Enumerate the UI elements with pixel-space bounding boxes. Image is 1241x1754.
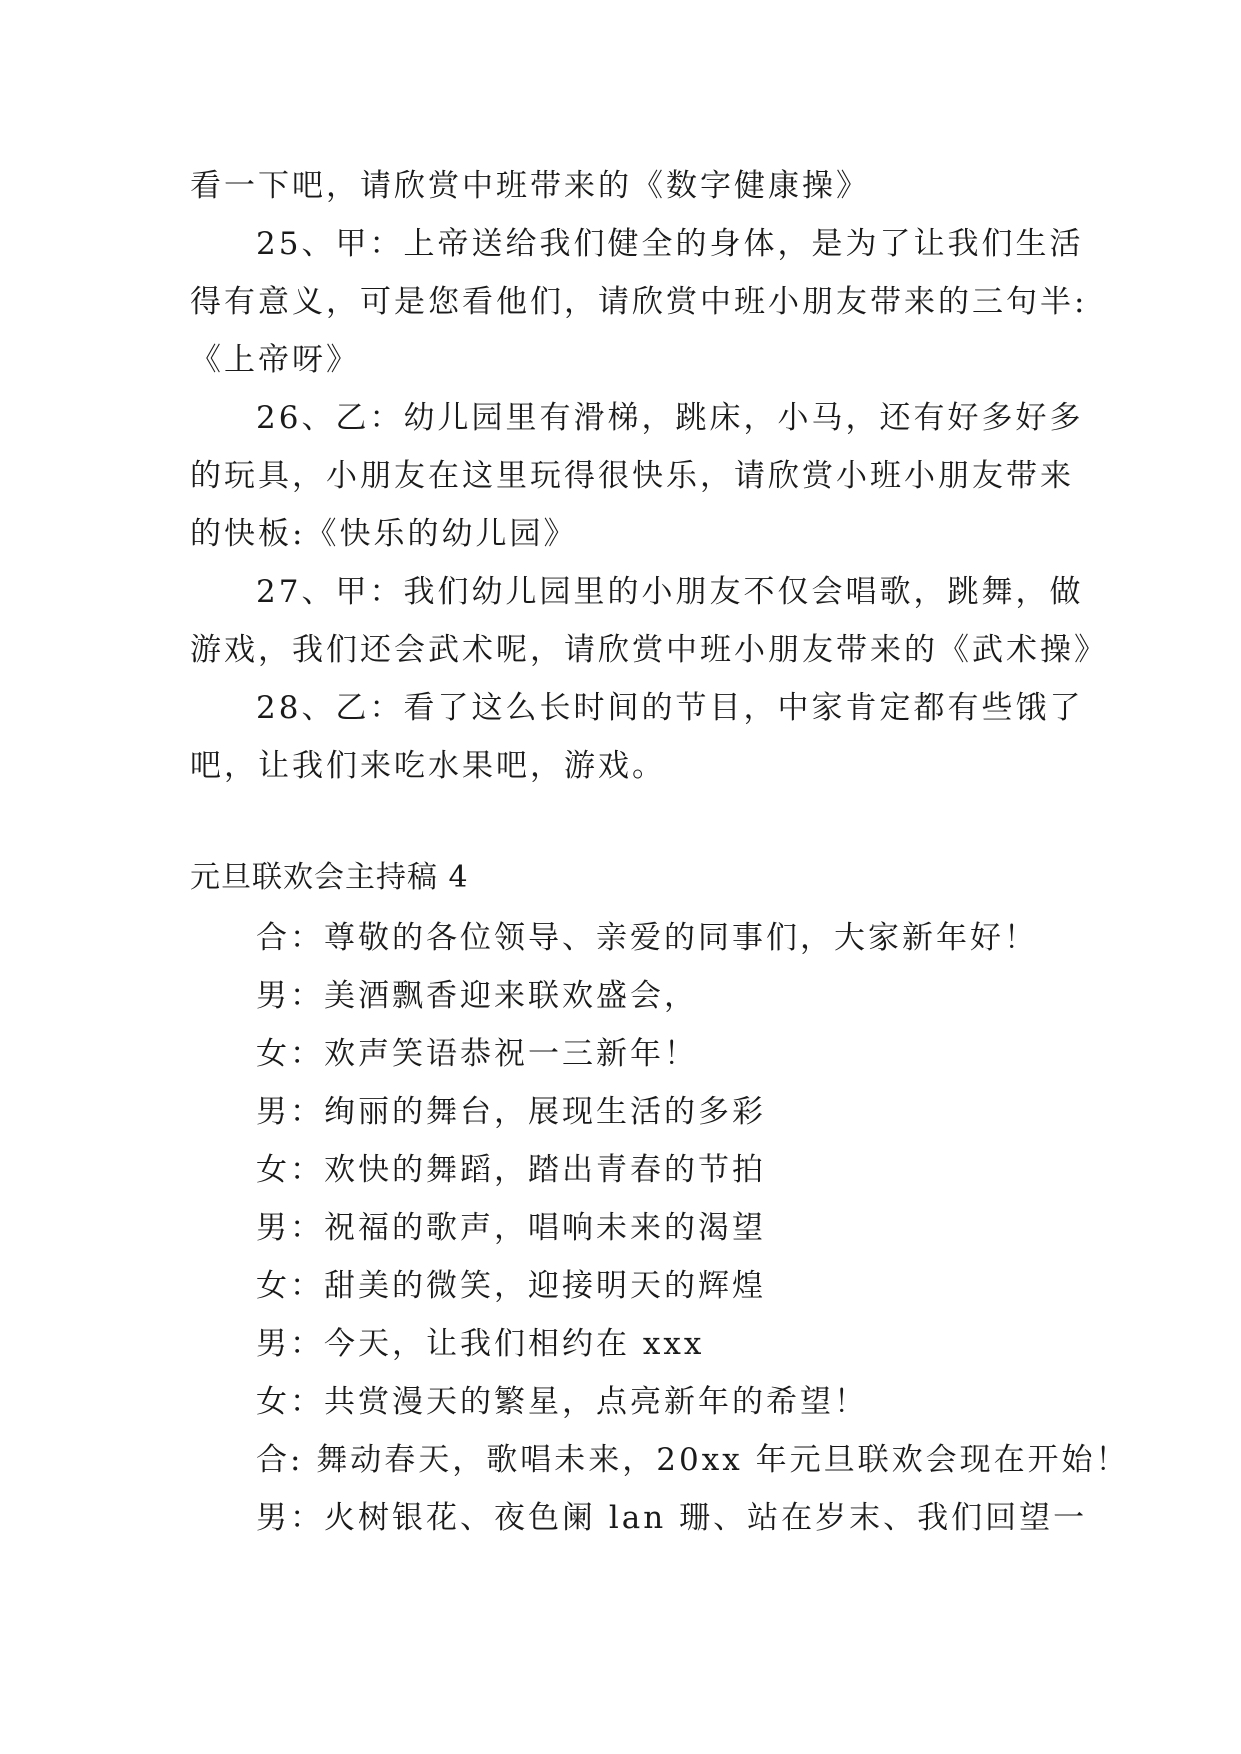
section-heading: 元旦联欢会主持稿 4 [190,860,469,895]
text-line-5: 26、乙：幼儿园里有滑梯，跳床，小马，还有好多好多 [256,400,1084,436]
script-line-3: 女：欢声笑语恭祝一三新年！ [256,1036,698,1072]
text-line-3: 得有意义，可是您看他们，请欣赏中班小朋友带来的三句半: [190,284,1088,320]
text-line-4: 《上帝呀》 [190,342,360,378]
script-line-8: 男：今天，让我们相约在 xxx [256,1326,705,1362]
script-line-10: 合: 舞动春天，歌唱未来，20xx 年元旦联欢会现在开始！ [256,1442,1130,1478]
script-line-4: 男：绚丽的舞台，展现生活的多彩 [256,1094,766,1130]
script-line-9: 女：共赏漫天的繁星，点亮新年的希望！ [256,1384,868,1420]
text-line-6: 的玩具，小朋友在这里玩得很快乐，请欣赏小班小朋友带来 [190,458,1074,494]
text-line-8: 27、甲：我们幼儿园里的小朋友不仅会唱歌，跳舞，做 [256,574,1084,610]
script-line-5: 女：欢快的舞蹈，踏出青春的节拍 [256,1152,766,1188]
text-line-11: 吧，让我们来吃水果吧，游戏。 [190,748,666,784]
script-line-6: 男：祝福的歌声，唱响未来的渴望 [256,1210,766,1246]
script-line-2: 男：美酒飘香迎来联欢盛会， [256,978,698,1014]
text-line-2: 25、甲：上帝送给我们健全的身体，是为了让我们生活 [256,226,1084,262]
text-line-7: 的快板:《快乐的幼儿园》 [190,516,578,552]
script-line-11: 男：火树银花、夜色阑 lan 珊、站在岁末、我们回望一 [256,1500,1088,1536]
text-line-9: 游戏，我们还会武术呢，请欣赏中班小朋友带来的《武术操》 [190,632,1108,668]
script-line-7: 女：甜美的微笑，迎接明天的辉煌 [256,1268,766,1304]
text-line-10: 28、乙：看了这么长时间的节目，中家肯定都有些饿了 [256,690,1084,726]
text-line-1: 看一下吧，请欣赏中班带来的《数字健康操》 [190,168,870,204]
script-line-1: 合：尊敬的各位领导、亲爱的同事们，大家新年好！ [256,920,1038,956]
